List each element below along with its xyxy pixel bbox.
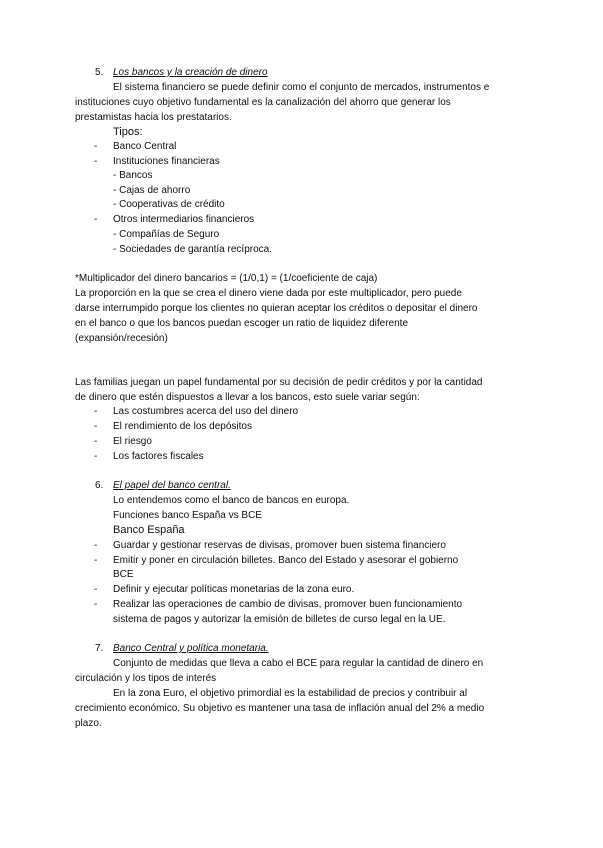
list-item: Otros intermediarios financieros bbox=[113, 214, 255, 225]
list-item: El rendimiento de los depósitos bbox=[113, 421, 252, 432]
paragraph-line: (expansión/recesión) bbox=[75, 333, 168, 344]
paragraph-line: Conjunto de medidas que lleva a cabo el BCE para regular la cantidad de dinero en bbox=[113, 658, 484, 669]
list-item: Definir y ejecutar políticas monetarias de la zona euro. bbox=[113, 584, 355, 595]
section-5-title: Los bancos y la creación de dinero bbox=[113, 67, 268, 78]
paragraph-line: Funciones banco España vs BCE bbox=[113, 510, 262, 521]
list-item: Instituciones financieras bbox=[113, 156, 220, 167]
paragraph-line: La proporción en la que se crea el dinero viene dada por este multiplicador, pero puede bbox=[75, 288, 462, 299]
list-item: Las costumbres acerca del uso del dinero bbox=[113, 406, 299, 417]
section-5-number: 5. bbox=[95, 67, 104, 78]
list-item: Los factores fiscales bbox=[113, 451, 204, 462]
section-7-number: 7. bbox=[95, 643, 104, 654]
section-7-title: Banco Central y política monetaria. bbox=[113, 643, 269, 654]
list-item: El riesgo bbox=[113, 436, 152, 447]
sub-list-item: - Sociedades de garantía recíproca. bbox=[113, 244, 272, 255]
bullet-dash: - bbox=[94, 141, 98, 152]
sub-list-item: - Bancos bbox=[113, 170, 153, 181]
paragraph-line: instituciones cuyo objetivo fundamental es la canalización del ahorro que generar los bbox=[75, 97, 451, 108]
paragraph-line: darse interrumpido porque los clientes no quieran aceptar los créditos o depositar el dinero bbox=[75, 303, 478, 314]
paragraph-line: En la zona Euro, el objetivo primordial es la estabilidad de precios y contribuir al bbox=[113, 688, 468, 699]
paragraph-line: El sistema financiero se puede definir como el conjunto de mercados, instrumentos e bbox=[113, 82, 490, 93]
tipos-label: Tipos: bbox=[113, 126, 143, 138]
bullet-dash: - bbox=[94, 540, 98, 551]
bullet-dash: - bbox=[94, 406, 98, 417]
bullet-dash: - bbox=[94, 421, 98, 432]
paragraph-line: crecimiento económico. Su objetivo es mantener una tasa de inflación anual del 2% a medio bbox=[75, 703, 485, 714]
paragraph-line: prestamistas hacia los prestatarios. bbox=[75, 112, 232, 123]
bullet-dash: - bbox=[94, 584, 98, 595]
section-6-number: 6. bbox=[95, 480, 104, 491]
bullet-dash: - bbox=[94, 156, 98, 167]
bullet-dash: - bbox=[94, 451, 98, 462]
sub-list-item: - Cajas de ahorro bbox=[113, 185, 191, 196]
section-6-title: El papel del banco central. bbox=[113, 480, 231, 491]
sub-list-item: - Cooperativas de crédito bbox=[113, 199, 225, 210]
list-item: Realizar las operaciones de cambio de divisas, promover buen funcionamiento bbox=[113, 599, 463, 610]
bullet-dash: - bbox=[94, 214, 98, 225]
paragraph-line: *Multiplicador del dinero bancarios = (1/0,1) = (1/coeficiente de caja) bbox=[75, 273, 378, 284]
list-item: Guardar y gestionar reservas de divisas, promover buen sistema financiero bbox=[113, 540, 446, 551]
list-item: Banco Central bbox=[113, 141, 177, 152]
subheading: Banco España bbox=[113, 524, 185, 536]
list-item: Emitir y poner en circulación billetes. Banco del Estado y asesorar el gobierno bbox=[113, 555, 459, 566]
sub-list-item: - Compañías de Seguro bbox=[113, 229, 220, 240]
list-item-continuation: sistema de pagos y autorizar la emisión de billetes de curso legal en la UE. bbox=[113, 614, 446, 625]
bullet-dash: - bbox=[94, 436, 98, 447]
list-item-continuation: BCE bbox=[113, 569, 134, 580]
paragraph-line: Lo entendemos como el banco de bancos en europa. bbox=[113, 495, 350, 506]
bullet-dash: - bbox=[94, 555, 98, 566]
paragraph-line: plazo. bbox=[75, 718, 102, 729]
paragraph-line: circulación y los tipos de interés bbox=[75, 673, 217, 684]
bullet-dash: - bbox=[94, 599, 98, 610]
paragraph-line: Las familias juegan un papel fundamental por su decisión de pedir créditos y por la cantidad bbox=[75, 377, 483, 388]
paragraph-line: en el banco o que los bancos puedan escoger un ratio de liquidez diferente bbox=[75, 318, 409, 329]
paragraph-line: de dinero que estén dispuestos a llevar a los bancos, esto suele variar según: bbox=[75, 392, 420, 403]
